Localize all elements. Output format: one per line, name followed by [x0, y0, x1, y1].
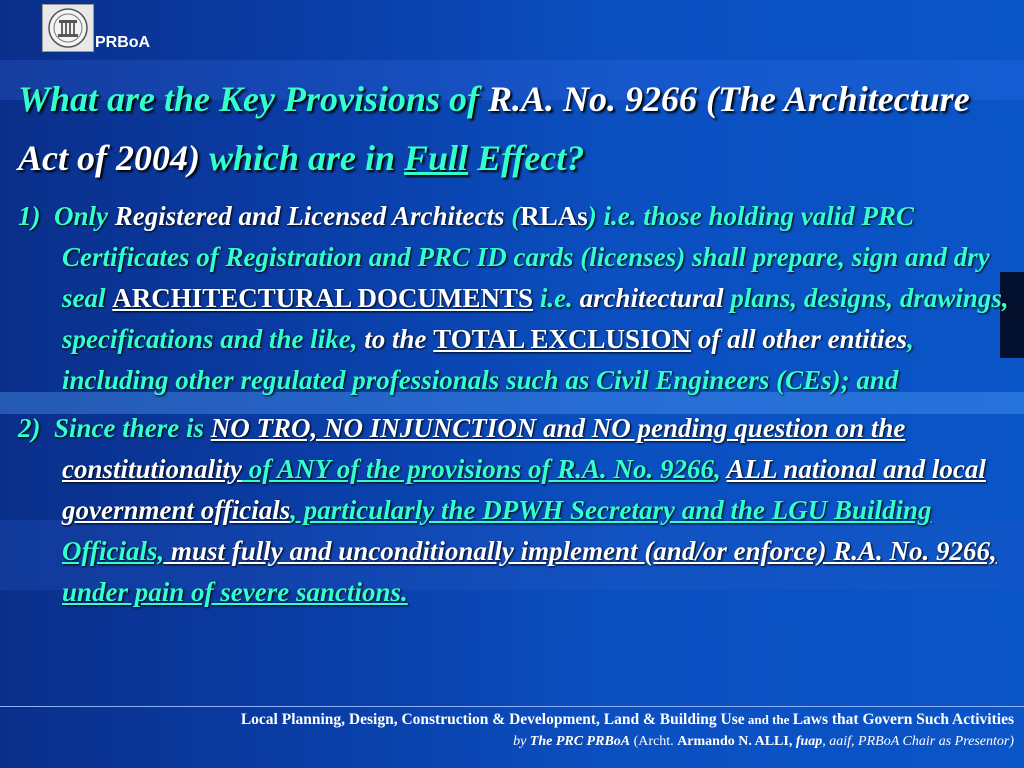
footer-1-b: and the: [744, 712, 793, 727]
footer-1-a: Local Planning, Design, Construction & Development, Land & Building Use: [240, 711, 745, 728]
footer-2-d: Armando N. ALLI,: [677, 734, 793, 749]
item-2-text-8: under pain of severe sanctions.: [62, 577, 408, 607]
provision-item-2: [18, 408, 1018, 613]
title-part-3: which are in: [199, 138, 405, 178]
footer-2-c: (Archt.: [630, 734, 678, 749]
prboa-seal-icon: [42, 4, 94, 52]
footer-2-a: by: [513, 734, 530, 749]
item-1-text-7: i.e.: [533, 283, 580, 313]
item-1-text-4: RLAs: [520, 201, 588, 231]
item-2-text-3: of ANY of the provisions of R.A. No. 9266: [242, 454, 715, 484]
footer-line-1: [0, 711, 1014, 729]
item-2-text-7: must fully and unconditionally implement (and/or enforce) R.A. No. 9266,: [164, 536, 997, 566]
title-part-5: Effect?: [468, 138, 585, 178]
item-2-number: 2): [18, 413, 41, 443]
item-2-text-5: ALL national and local government officials: [62, 454, 986, 525]
item-2-text-6: , particularly the DPWH Secretary and the LGU Building Officials,: [62, 495, 932, 566]
title-part-1: What are the Key Provisions of: [18, 79, 489, 119]
item-1-text-12: of all other entities: [691, 324, 908, 354]
item-1-text-11: TOTAL EXCLUSION: [433, 324, 692, 354]
item-1-text-10: to the: [364, 324, 434, 354]
item-2-text-1: Since there is: [54, 413, 211, 443]
item-1-text-8: architectural: [579, 283, 724, 313]
provision-item-1: [18, 196, 1018, 401]
item-1-number: 1): [18, 201, 41, 231]
item-1-text-6: ARCHITECTURAL DOCUMENTS: [112, 283, 534, 313]
item-1-text-1: Only: [54, 201, 115, 231]
item-1-text-13: , including other regulated professionals such as Civil Engineers (CEs); and: [62, 324, 914, 395]
footer-2-e: fuap: [792, 734, 823, 749]
logo-label: PRBoA: [95, 34, 151, 51]
title-part-2: R.A. No. 9266 (The Architecture Act of 2004): [18, 79, 970, 178]
slide-title: [18, 70, 1008, 188]
footer-1-c: Laws that Govern Such Activities: [792, 711, 1014, 728]
footer-divider: [0, 706, 1024, 707]
item-1-text-9: plans, designs, drawings, specifications and the like,: [62, 283, 1009, 354]
item-1-text-5: ) i.e. those holding valid PRC Certificates of Registration and PRC ID cards (licenses) shall prepare, sign and dry seal: [62, 201, 990, 313]
footer-line-2: [0, 734, 1014, 750]
item-2-text-4: ,: [714, 454, 727, 484]
item-1-text-3: (: [504, 201, 521, 231]
slide-body: [18, 196, 1018, 613]
footer-2-b: The PRC PRBoA: [529, 734, 631, 749]
footer-2-f: , aaif, PRBoA Chair as Presentor): [822, 734, 1014, 749]
item-1-text-2: Registered and Licensed Architects: [114, 201, 505, 231]
title-part-4: Full: [404, 138, 469, 178]
item-2-text-2: NO TRO, NO INJUNCTION and NO pending question on the constitutionality: [62, 413, 906, 484]
